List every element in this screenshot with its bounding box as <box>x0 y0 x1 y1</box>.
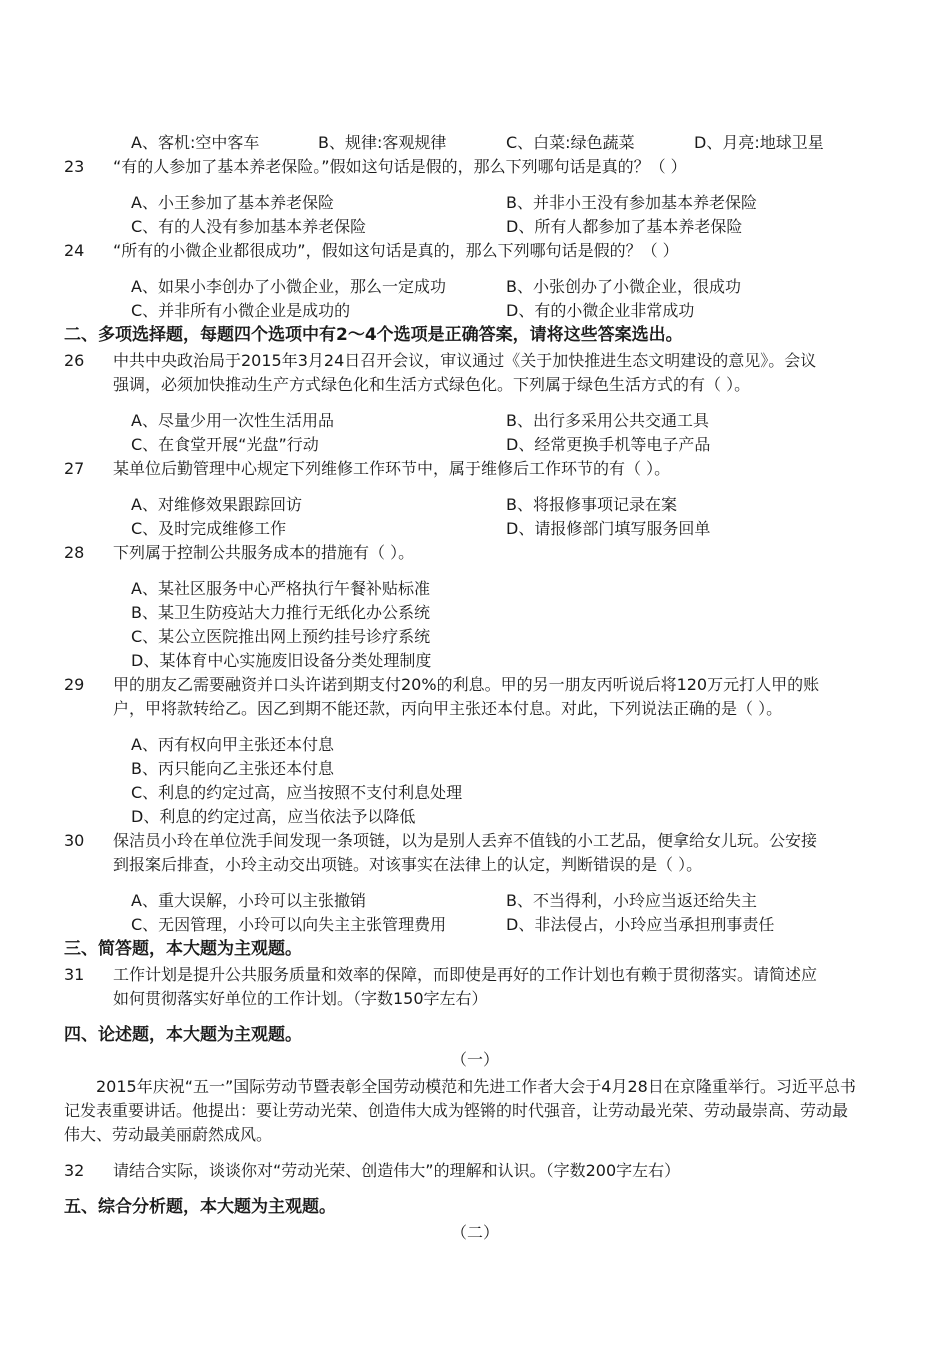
q26-option-b: B、出行多采用公共交通工具 <box>506 411 709 430</box>
q28-option-b: B、某卫生防疫站大力推行无纸化办公系统 <box>131 603 430 622</box>
q22-option-d: D、月亮:地球卫星 <box>694 133 824 152</box>
q26-option-a: A、尽量少用一次性生活用品 <box>131 411 334 430</box>
part2-title: （二） <box>450 1223 499 1242</box>
q28-stem: 下列属于控制公共服务成本的措施有（ ）。 <box>113 543 415 562</box>
q28-number: 28 <box>64 543 85 562</box>
q29-option-a: A、丙有权向甲主张还本付息 <box>131 735 334 754</box>
q29-option-b: B、丙只能向乙主张还本付息 <box>131 759 334 778</box>
q27-option-b: B、将报修事项记录在案 <box>506 495 677 514</box>
part1-title: （一） <box>450 1050 499 1069</box>
passage-line1: 2015年庆祝“五一”国际劳动节暨表彰全国劳动模范和先进工作者大会于4月28日在京隆重举行。习近平总书 <box>96 1077 856 1096</box>
passage-line2: 记发表重要讲话。他提出：要让劳动光荣、创造伟大成为铿锵的时代强音，让劳动最光荣、劳动最崇高、劳动最 <box>64 1101 849 1120</box>
q24-stem: “所有的小微企业都很成功”，假如这句话是真的，那么下列哪句话是假的？（ ） <box>113 241 679 260</box>
q27-number: 27 <box>64 459 85 478</box>
section2-heading: 二、多项选择题，每题四个选项中有2～4个选项是正确答案，请将这些答案选出。 <box>64 325 683 345</box>
q30-stem-line1: 保洁员小玲在单位洗手间发现一条项链，以为是别人丢弃不值钱的小工艺品，便拿给女儿玩。公安接 <box>113 831 818 850</box>
q24-option-a: A、如果小李创办了小微企业，那么一定成功 <box>131 277 446 296</box>
q23-option-a: A、小王参加了基本养老保险 <box>131 193 334 212</box>
q30-stem-line2: 到报案后排查，小玲主动交出项链。对该事实在法律上的认定，判断错误的是（ ）。 <box>113 855 703 874</box>
q32-number: 32 <box>64 1161 85 1180</box>
q29-number: 29 <box>64 675 85 694</box>
q22-option-b: B、规律:客观规律 <box>318 133 447 152</box>
q26-option-c: C、在食堂开展“光盘”行动 <box>131 435 319 454</box>
q26-stem-line1: 中共中央政治局于2015年3月24日召开会议，审议通过《关于加快推进生态文明建设的意见》。会议 <box>113 351 817 370</box>
q27-stem: 某单位后勤管理中心规定下列维修工作环节中，属于维修后工作环节的有（ ）。 <box>113 459 671 478</box>
section3-heading: 三、简答题，本大题为主观题。 <box>64 939 302 959</box>
q23-option-b: B、并非小王没有参加基本养老保险 <box>506 193 757 212</box>
q31-line1: 工作计划是提升公共服务质量和效率的保障，而即使是再好的工作计划也有赖于贯彻落实。请简述应 <box>113 965 818 984</box>
q30-number: 30 <box>64 831 85 850</box>
section5-heading: 五、综合分析题，本大题为主观题。 <box>64 1197 336 1217</box>
q29-stem-line1: 甲的朋友乙需要融资并口头许诺到期支付20%的利息。甲的另一朋友丙听说后将120万元打人甲的账 <box>113 675 820 694</box>
q22-option-c: C、白菜:绿色蔬菜 <box>506 133 635 152</box>
q26-option-d: D、经常更换手机等电子产品 <box>506 435 711 454</box>
q29-option-d: D、利息的约定过高，应当依法予以降低 <box>131 807 416 826</box>
q29-stem-line2: 户，甲将款转给乙。因乙到期不能还款，丙向甲主张还本付息。对此，下列说法正确的是（ ）。 <box>113 699 783 718</box>
section4-heading: 四、论述题，本大题为主观题。 <box>64 1025 302 1045</box>
passage-line3: 伟大、劳动最美丽蔚然成风。 <box>64 1125 273 1144</box>
q27-option-d: D、请报修部门填写服务回单 <box>506 519 711 538</box>
q24-option-d: D、有的小微企业非常成功 <box>506 301 695 320</box>
q22-option-a: A、客机:空中客车 <box>131 133 260 152</box>
q26-number: 26 <box>64 351 85 370</box>
q26-stem-line2: 强调，必须加快推动生产方式绿色化和生活方式绿色化。下列属于绿色生活方式的有（ ）。 <box>113 375 751 394</box>
q30-option-b: B、不当得利，小玲应当返还给失主 <box>506 891 757 910</box>
q23-option-c: C、有的人没有参加基本养老保险 <box>131 217 367 236</box>
q31-line2: 如何贯彻落实好单位的工作计划。（字数150字左右） <box>113 989 488 1008</box>
q31-number: 31 <box>64 965 85 984</box>
q30-option-a: A、重大误解，小玲可以主张撤销 <box>131 891 366 910</box>
q29-option-c: C、利息的约定过高，应当按照不支付利息处理 <box>131 783 463 802</box>
q28-option-a: A、某社区服务中心严格执行午餐补贴标准 <box>131 579 430 598</box>
q23-option-d: D、所有人都参加了基本养老保险 <box>506 217 743 236</box>
q27-option-a: A、对维修效果跟踪回访 <box>131 495 302 514</box>
q32-text: 请结合实际，谈谈你对“劳动光荣、创造伟大”的理解和认识。（字数200字左右） <box>113 1161 681 1180</box>
q24-option-b: B、小张创办了小微企业，很成功 <box>506 277 741 296</box>
q23-stem: “有的人参加了基本养老保险。”假如这句话是假的，那么下列哪句话是真的？（ ） <box>113 157 687 176</box>
q24-number: 24 <box>64 241 85 260</box>
q28-option-c: C、某公立医院推出网上预约挂号诊疗系统 <box>131 627 431 646</box>
q28-option-d: D、某体育中心实施废旧设备分类处理制度 <box>131 651 432 670</box>
q30-option-c: C、无因管理，小玲可以向失主主张管理费用 <box>131 915 447 934</box>
q23-number: 23 <box>64 157 85 176</box>
q24-option-c: C、并非所有小微企业是成功的 <box>131 301 351 320</box>
q27-option-c: C、及时完成维修工作 <box>131 519 287 538</box>
q30-option-d: D、非法侵占，小玲应当承担刑事责任 <box>506 915 775 934</box>
